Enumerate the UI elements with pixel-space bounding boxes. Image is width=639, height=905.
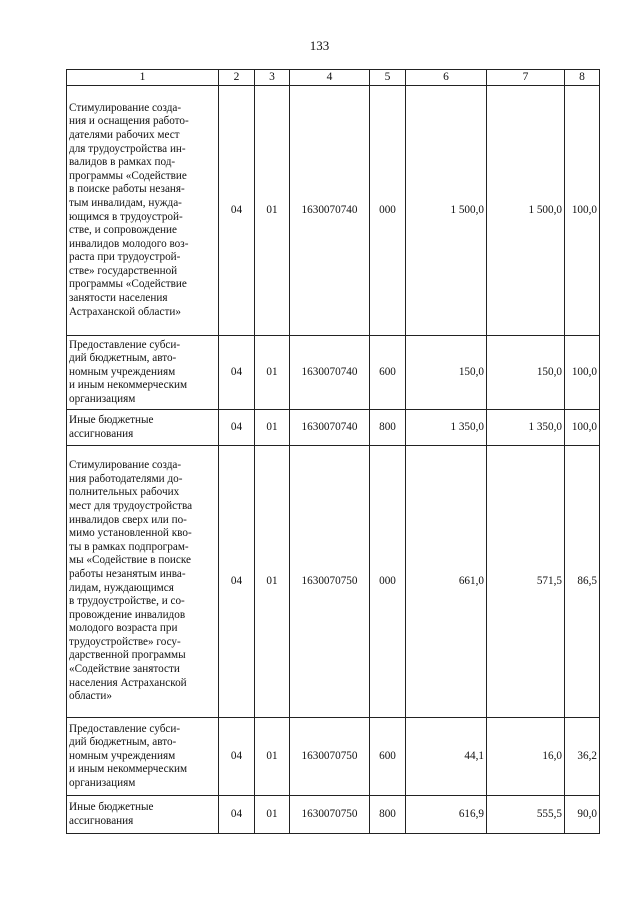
table-row [67, 796, 600, 834]
row-expense-type: 000 [370, 446, 406, 718]
row-subsection: 01 [255, 796, 290, 834]
row-executed: 555,5 [487, 796, 565, 834]
header-col-3: 3 [255, 70, 290, 86]
row-percent: 100,0 [565, 336, 600, 410]
row-executed: 16,0 [487, 718, 565, 796]
table-row [67, 410, 600, 446]
row-executed: 1 350,0 [487, 410, 565, 446]
row-executed: 571,5 [487, 446, 565, 718]
row-target-article: 1630070740 [290, 336, 370, 410]
row-planned: 44,1 [406, 718, 487, 796]
row-planned: 1 350,0 [406, 410, 487, 446]
header-col-7: 7 [487, 70, 565, 86]
row-percent: 86,5 [565, 446, 600, 718]
row-expense-type: 800 [370, 796, 406, 834]
row-planned: 661,0 [406, 446, 487, 718]
row-expense-type: 600 [370, 336, 406, 410]
row-name: Иные бюджетные ассигнования [67, 410, 219, 446]
row-percent: 100,0 [565, 410, 600, 446]
row-target-article: 1630070740 [290, 410, 370, 446]
row-subsection: 01 [255, 336, 290, 410]
row-planned: 150,0 [406, 336, 487, 410]
header-col-8: 8 [565, 70, 600, 86]
row-subsection: 01 [255, 446, 290, 718]
table-row [67, 446, 600, 718]
row-planned: 1 500,0 [406, 86, 487, 336]
budget-table [66, 69, 600, 834]
table-row [67, 718, 600, 796]
row-subsection: 01 [255, 410, 290, 446]
header-row [67, 70, 600, 86]
row-expense-type: 600 [370, 718, 406, 796]
row-section: 04 [219, 796, 255, 834]
table-row [67, 86, 600, 336]
row-section: 04 [219, 446, 255, 718]
row-percent: 100,0 [565, 86, 600, 336]
header-col-2: 2 [219, 70, 255, 86]
row-executed: 1 500,0 [487, 86, 565, 336]
row-target-article: 1630070750 [290, 718, 370, 796]
row-name: Предоставление субси- дий бюджетным, авто- номным учреждениям и иным некоммерческим организациям [67, 718, 219, 796]
header-col-6: 6 [406, 70, 487, 86]
page-number: 133 [309, 38, 330, 53]
row-target-article: 1630070750 [290, 446, 370, 718]
table-row [67, 336, 600, 410]
row-percent: 36,2 [565, 718, 600, 796]
header-col-1: 1 [67, 70, 219, 86]
row-subsection: 01 [255, 718, 290, 796]
header-col-5: 5 [370, 70, 406, 86]
row-target-article: 1630070740 [290, 86, 370, 336]
row-section: 04 [219, 410, 255, 446]
row-percent: 90,0 [565, 796, 600, 834]
row-name: Иные бюджетные ассигнования [67, 796, 219, 834]
row-planned: 616,9 [406, 796, 487, 834]
row-name: Стимулирование созда- ния работодателями до- полнительных рабочих мест для трудоустройства инвалидов сверх или по- мимо установленной кво- ты в рамках подпрограм- мы «Содействие в поиске работы незанятым инва- лидам, нуждающимся в трудоустройстве, и со- провождение инвалидов молодого возраста при трудоустройстве» госу- дарственной программы «Содействие занятости населения Астраханской области» [67, 446, 219, 718]
row-subsection: 01 [255, 86, 290, 336]
row-expense-type: 000 [370, 86, 406, 336]
row-section: 04 [219, 718, 255, 796]
row-target-article: 1630070750 [290, 796, 370, 834]
row-executed: 150,0 [487, 336, 565, 410]
header-col-4: 4 [290, 70, 370, 86]
row-name: Стимулирование созда- ния и оснащения работо- дателями рабочих мест для трудоустройства ин- валидов в рамках под- программы «Содействие в поиске работы незаня- тым инвалидам, нужда- ющимся в трудоустрой- стве, и сопровождение инвалидов молодого воз- раста при трудоустрой- стве» государственной программы «Содействие занятости населения Астраханской области» [67, 86, 219, 336]
row-section: 04 [219, 86, 255, 336]
row-name: Предоставление субси- дий бюджетным, авто- номным учреждениям и иным некоммерческим организациям [67, 336, 219, 410]
row-expense-type: 800 [370, 410, 406, 446]
row-section: 04 [219, 336, 255, 410]
